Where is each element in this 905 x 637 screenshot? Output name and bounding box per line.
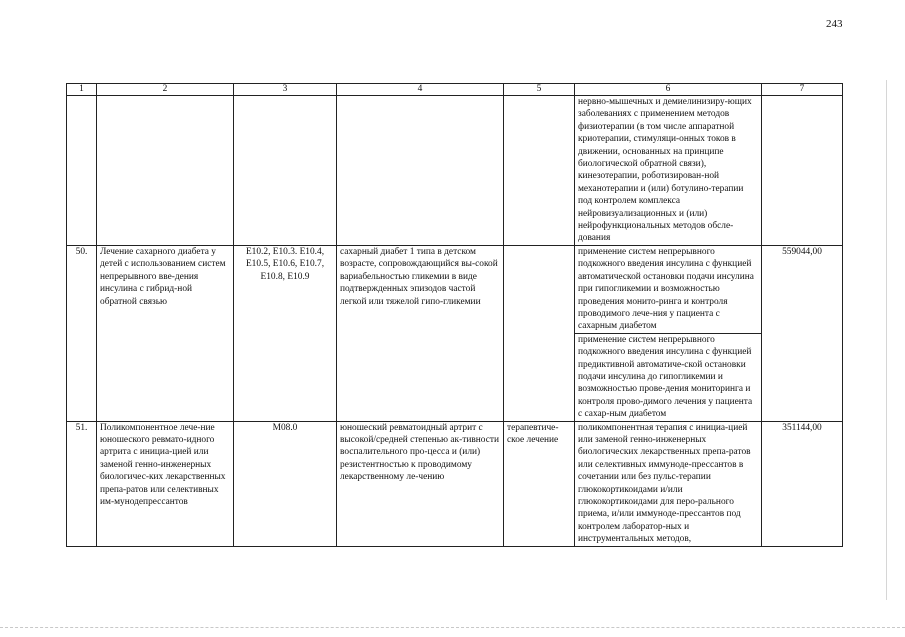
medical-care-table	[66, 83, 843, 547]
cost-value: 559044,00	[762, 245, 843, 421]
header-col-5: 5	[504, 84, 575, 96]
care-type-name: Лечение сахарного диабета у детей с использованием систем непрерывного вве-дения инсулина с гибрид-ной обратной связью	[97, 245, 234, 421]
table-row-50	[67, 245, 843, 333]
icd-codes: M08.0	[234, 421, 337, 546]
table-row-51	[67, 421, 843, 546]
cost-value: 351144,00	[762, 421, 843, 546]
care-type-name: Поликомпонентное лече-ние юношеского ревмато-идного артрита с инициа-цией или заменой генно-инженерных биологичес-ких лекарственных препа-ратов или селективных им-мунодепрессантов	[97, 421, 234, 546]
treatment-type: терапевтиче-ское лечение	[504, 421, 575, 546]
header-col-6: 6	[575, 84, 762, 96]
header-col-7: 7	[762, 84, 843, 96]
row-number: 51.	[67, 421, 97, 546]
page-number: 243	[826, 18, 843, 30]
icd-codes: E10.2, E10.3. E10.4, E10.5, E10.6, E10.7, E10.8, E10.9	[234, 245, 337, 421]
row-number: 50.	[67, 245, 97, 421]
treatment-method-cell: применение систем непрерывного подкожного введения инсулина с функцией автоматической остановки подачи инсулина при гипогликемии и возможностью проведения монито-ринга и контроля проводимого лече-ния у пациента с сахарным диабетом	[575, 245, 762, 333]
treatment-method-cell: поликомпонентная терапия с инициа-цией или заменой генно-инженерных биологических лекарственных препа-ратов или селективных иммуноде-прессантов в сочетании или без пульс-терапии глюкокортикоидами и/или глюкокортикоидами для перо-рального приема, и/или иммуноде-прессантов под контролем лаборатор-ных и инструментальных методов,	[575, 421, 762, 546]
patient-model: сахарный диабет 1 типа в детском возрасте, сопровождающийся вы-сокой вариабельностью гликемии в виде подтвержденных эпизодов частой легкой или тяжелой гипо-гликемии	[337, 245, 504, 421]
treatment-method-cell: применение систем непрерывного подкожного введения инсулина с функцией предиктивной автоматиче-ской остановки подачи инсулина до гипогликемии и возможностью прове-дения мониторинга и контроля прово-димого лечения у пациента с сахар-ным диабетом	[575, 333, 762, 421]
header-row	[67, 84, 843, 96]
scan-bottom-line	[0, 627, 905, 628]
patient-model: юношеский ревматоидный артрит с высокой/средней степенью ак-тивности воспалительного про-цесса и (или) резистентностью к проводимому лекарственному ле-чению	[337, 421, 504, 546]
header-col-1: 1	[67, 84, 97, 96]
header-col-4: 4	[337, 84, 504, 96]
scan-edge-line	[886, 80, 887, 600]
header-col-2: 2	[97, 84, 234, 96]
treatment-type	[504, 245, 575, 421]
table-row-continuation	[67, 96, 843, 246]
treatment-method-cell: нервно-мышечных и демиелинизиру-ющих заболеваниях с применением методов физиотерапии (в том числе аппаратной криотерапии, стимуляци-онных токов в движении, основанных на принципе биологической обратной связи), кинезотерапии, роботизирован-ной механотерапии и (или) ботулино-терапии под контролем комплекса нейровизуализационных и (или) нейрофункциональных методов обсле-дования	[575, 96, 762, 246]
header-col-3: 3	[234, 84, 337, 96]
